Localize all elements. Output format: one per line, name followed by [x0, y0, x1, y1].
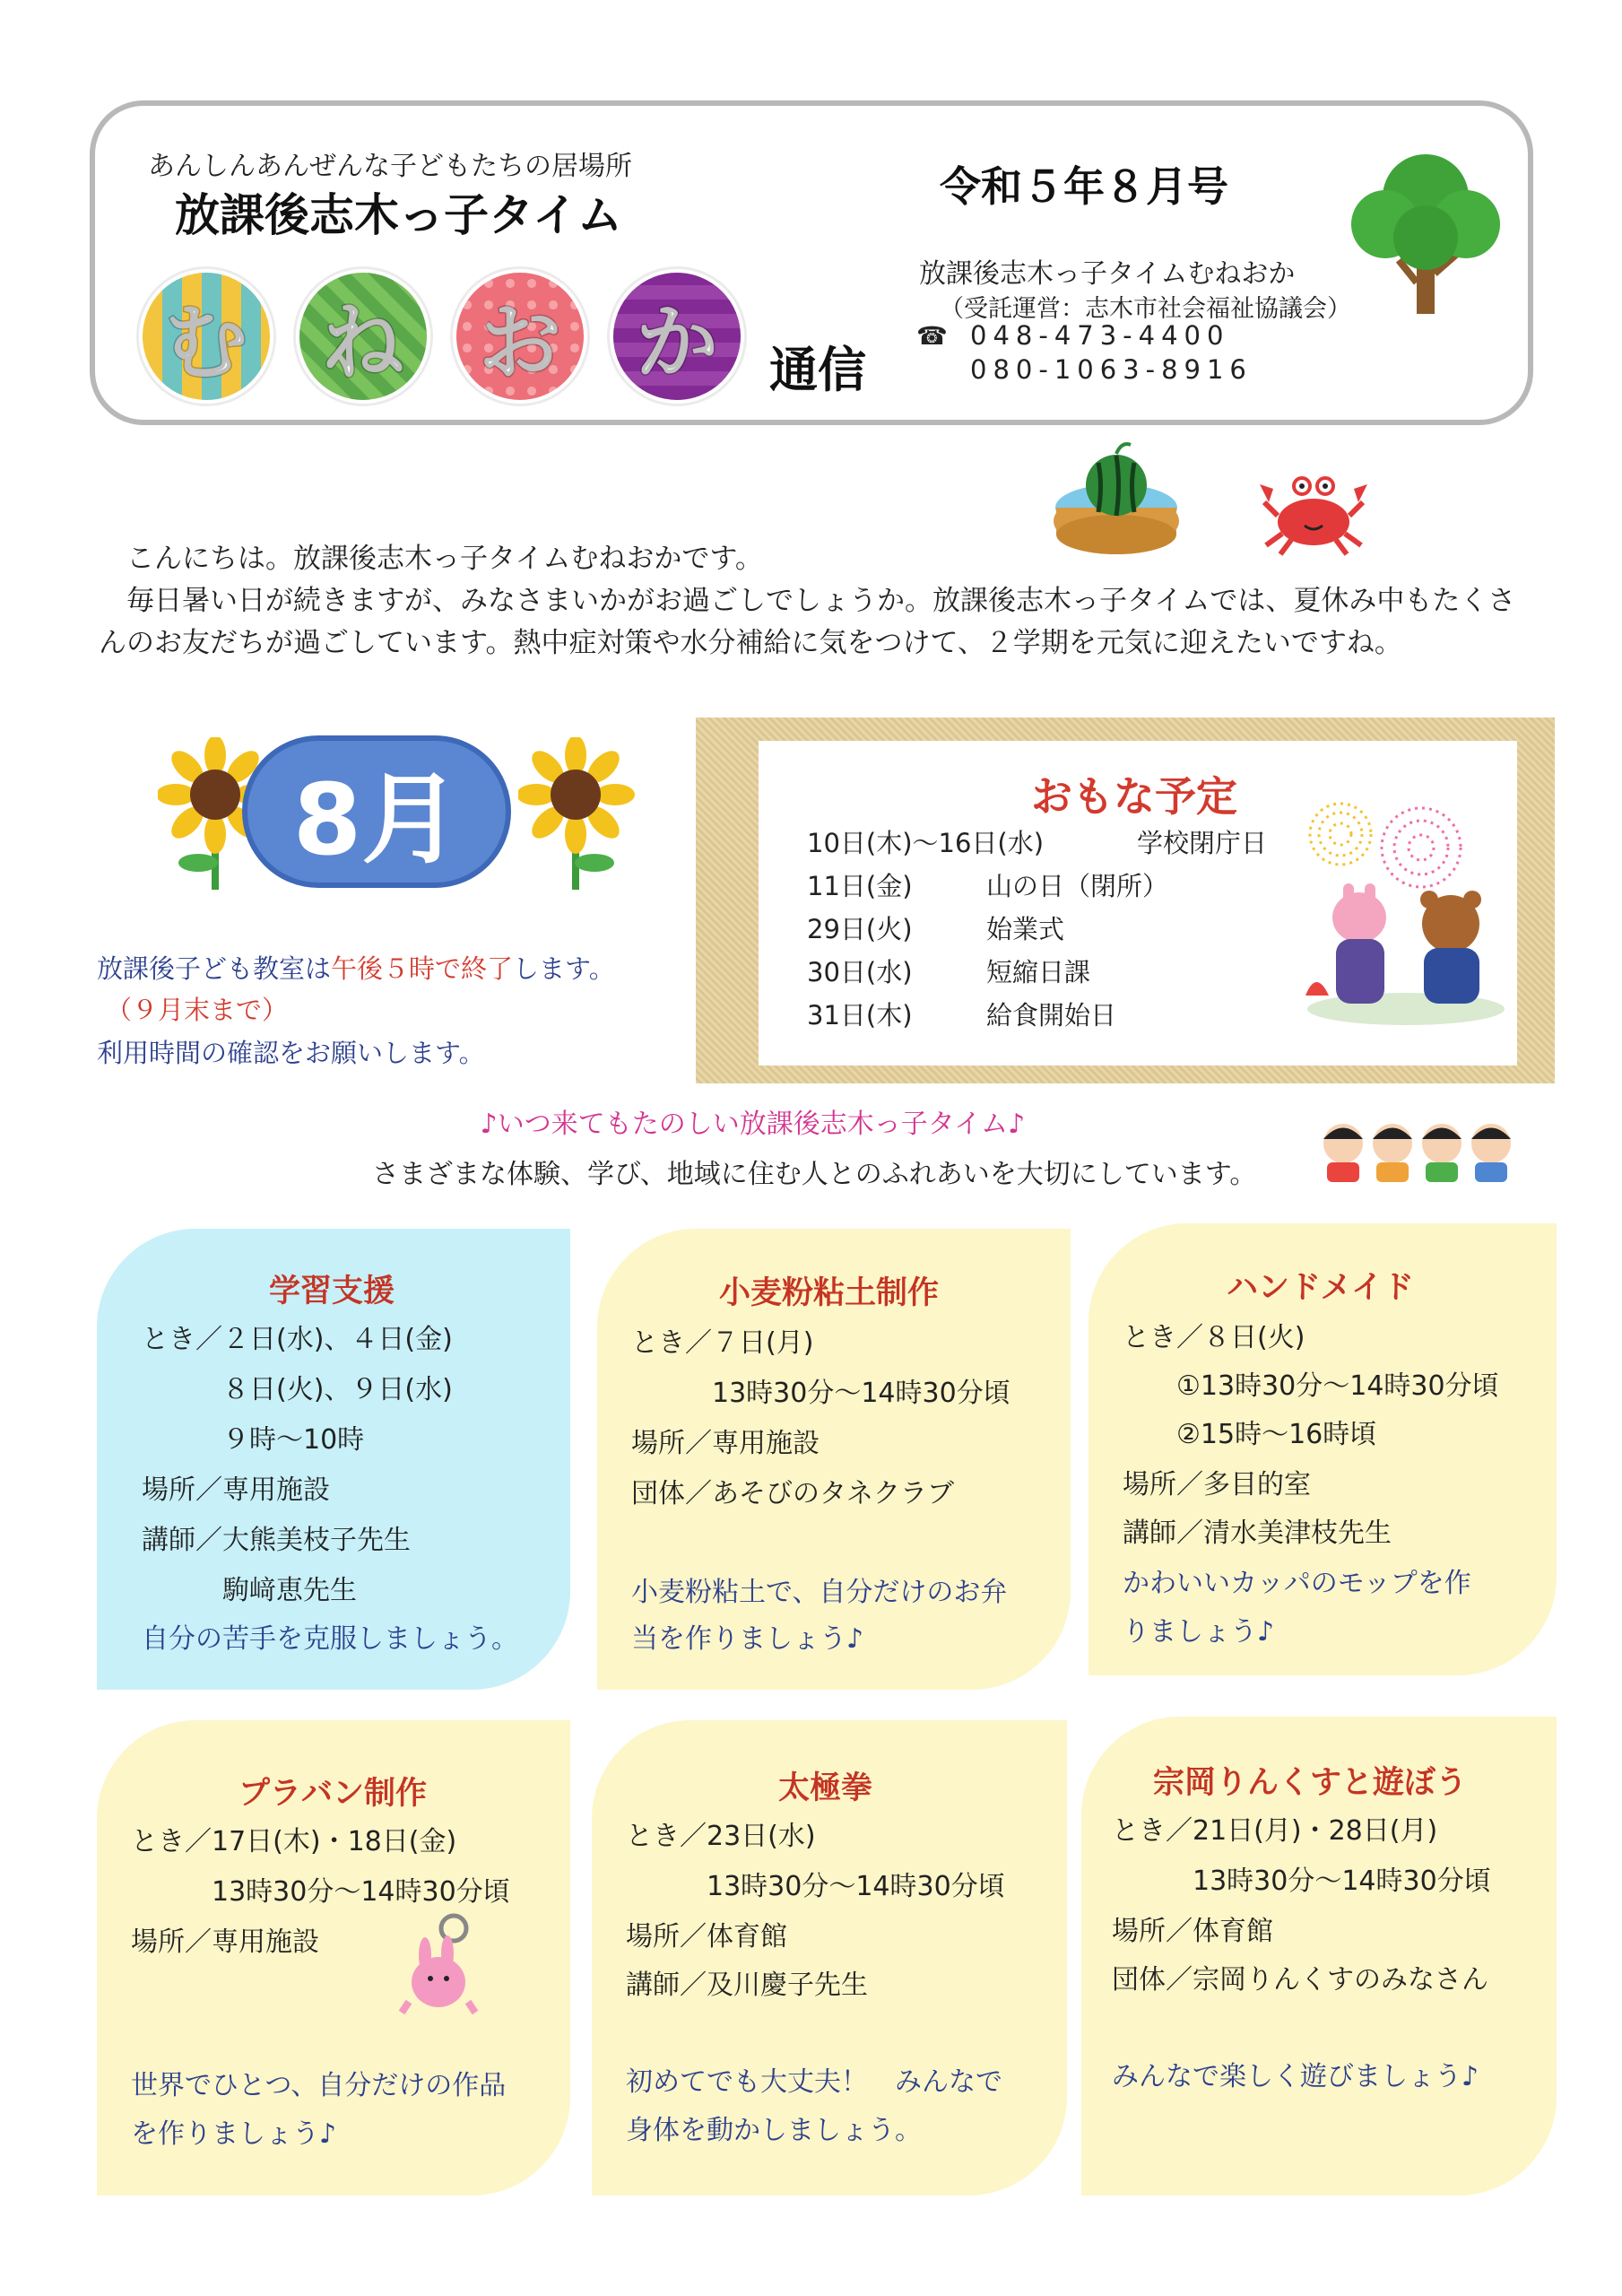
- schedule-date: 31日(木): [807, 1000, 913, 1031]
- slogan-headline-text: ♪いつ来てもたのしい放課後志木っ子タイム♪: [480, 1109, 1026, 1140]
- title-char-ne: ね: [296, 269, 430, 404]
- activity-line: とき／７日(月): [631, 1327, 814, 1359]
- activity-line: とき／８日(火): [1123, 1322, 1305, 1353]
- activity-line: 13時30分～14時30分頃: [131, 1876, 510, 1908]
- children-group-icon: [1316, 1112, 1522, 1184]
- schedule-date: 10日(木)～16日(水): [807, 828, 1045, 858]
- activity-line: 場所／体育館: [626, 1921, 787, 1952]
- schedule-event: 給食開始日: [986, 1000, 1117, 1031]
- activity-line: とき／17日(木)・18日(金): [131, 1826, 457, 1857]
- activity-line: 13時30分～14時30分頃: [1112, 1866, 1491, 1897]
- activity-line: 13時30分～14時30分頃: [631, 1378, 1010, 1409]
- schedule-event: 始業式: [986, 914, 1065, 944]
- closing-time-notice: [97, 949, 615, 986]
- intro-text: [99, 538, 1533, 665]
- schedule-event: 学校閉庁日: [1137, 828, 1268, 858]
- org-name: 放課後志木っ子タイムむねおか: [919, 258, 1296, 290]
- activity-title: ハンドメイド: [1227, 1270, 1414, 1306]
- tree-icon: [1345, 148, 1506, 318]
- activity-line: ②15時～16時頃: [1123, 1419, 1377, 1450]
- activity-line: 駒﨑恵先生: [142, 1575, 357, 1606]
- activity-line: 場所／専用施設: [131, 1926, 319, 1958]
- notice-period: （９月末まで）: [106, 995, 289, 1025]
- activity-title: 小麦粉粘土制作: [719, 1275, 940, 1311]
- activity-line: ９時～10時: [142, 1424, 365, 1456]
- activity-message: かわいいカッパのモップを作: [1123, 1568, 1471, 1599]
- sunflower-icon: [518, 737, 635, 890]
- title-char-o: お: [453, 269, 587, 404]
- activity-message: みんなで楽しく遊びましょう♪: [1112, 2061, 1479, 2092]
- activity-title: 宗岡りんくすと遊ぼう: [1153, 1765, 1468, 1801]
- title-char-mu: む: [139, 269, 273, 404]
- activity-line: 講師／及川慶子先生: [626, 1970, 868, 2001]
- operator-note: （受託運営：志木市社会福祉協議会）: [940, 295, 1351, 323]
- schedule-title: おもな予定: [1031, 772, 1237, 821]
- notice-emphasis: 午後５時で終了: [331, 953, 514, 984]
- activity-message: 小麦粉粘土で、自分だけのお弁: [631, 1577, 1008, 1608]
- activity-message: 身体を動かしましょう。: [626, 2115, 922, 2146]
- activity-title: プラバン制作: [239, 1776, 428, 1812]
- schedule-event: 短縮日課: [986, 957, 1091, 987]
- activity-line: 団体／あそびのタネクラブ: [631, 1478, 954, 1509]
- phone-number-2: 080-1063-8916: [970, 354, 1253, 385]
- activity-message: 当を作りましょう♪: [631, 1623, 864, 1655]
- notice-part-1: 放課後子ども教室は: [97, 953, 332, 984]
- activity-title: 学習支援: [269, 1274, 395, 1309]
- schedule-date: 30日(水): [807, 957, 913, 987]
- activity-line: 場所／多目的室: [1123, 1469, 1311, 1500]
- activity-line: 13時30分～14時30分頃: [626, 1871, 1005, 1902]
- phone-icon: ☎: [916, 321, 948, 351]
- activity-message: を作りましょう♪: [131, 2118, 337, 2150]
- activity-line: とき／23日(水): [626, 1821, 816, 1852]
- activity-line: とき／２日(水)、４日(金): [142, 1324, 453, 1355]
- activity-line: 場所／体育館: [1112, 1916, 1273, 1947]
- activity-line: 場所／専用施設: [142, 1474, 330, 1506]
- activity-message: りましょう♪: [1123, 1616, 1275, 1648]
- slogan-description: さまざまな体験、学び、地域に住む人とのふれあいを大切にしています。: [372, 1159, 1257, 1190]
- activity-line: 講師／清水美津枝先生: [1123, 1518, 1392, 1549]
- activity-line: とき／21日(月)・28日(月): [1112, 1815, 1438, 1847]
- activity-line: 団体／宗岡りんくすのみなさん: [1112, 1964, 1488, 1996]
- activity-line: ①13時30分～14時30分頃: [1123, 1370, 1499, 1402]
- month-badge: 8月: [242, 735, 511, 888]
- intro-line-2: 毎日暑い日が続きますが、みなさまいかがお過ごしでしょうか。放課後志木っ子タイムでは、夏休み中もたくさんのお友だちが過ごしています。熱中症対策や水分補給に気をつけて、２学期を元気に迎えたいですね。: [99, 585, 1516, 659]
- activity-message: 初めてでも大丈夫！ みんなで: [626, 2066, 1002, 2098]
- phone-number-1: 048-473-4400: [970, 320, 1230, 351]
- schedule-date: 11日(金): [807, 871, 913, 901]
- activity-message: 世界でひとつ、自分だけの作品: [131, 2070, 507, 2101]
- schedule-event: 山の日（閉所）: [986, 871, 1169, 901]
- activity-line: 場所／専用施設: [631, 1428, 820, 1459]
- activity-line: ８日(火)、９日(水): [142, 1374, 453, 1405]
- title-suffix: 通信: [769, 342, 866, 398]
- intro-line-1: こんにちは。放課後志木っ子タイムむねおかです。: [99, 543, 763, 575]
- brand-title: 放課後志木っ子タイム: [175, 189, 622, 241]
- notice-part-3: します。: [513, 953, 615, 984]
- festival-characters-icon: [1298, 883, 1514, 1027]
- schedule-date: 29日(火): [807, 914, 913, 944]
- activity-message: 自分の苦手を克服しましょう。: [142, 1623, 518, 1655]
- rabbit-keychain-icon: [398, 1912, 479, 2020]
- title-char-ka: か: [610, 269, 744, 404]
- tagline: あんしんあんぜんな子どもたちの居場所: [148, 151, 632, 182]
- activity-title: 太極拳: [778, 1770, 873, 1806]
- issue-label: 令和５年８月号: [940, 162, 1228, 211]
- activity-line: 講師／大熊美枝子先生: [142, 1525, 411, 1556]
- notice-request: 利用時間の確認をお願いします。: [97, 1038, 485, 1068]
